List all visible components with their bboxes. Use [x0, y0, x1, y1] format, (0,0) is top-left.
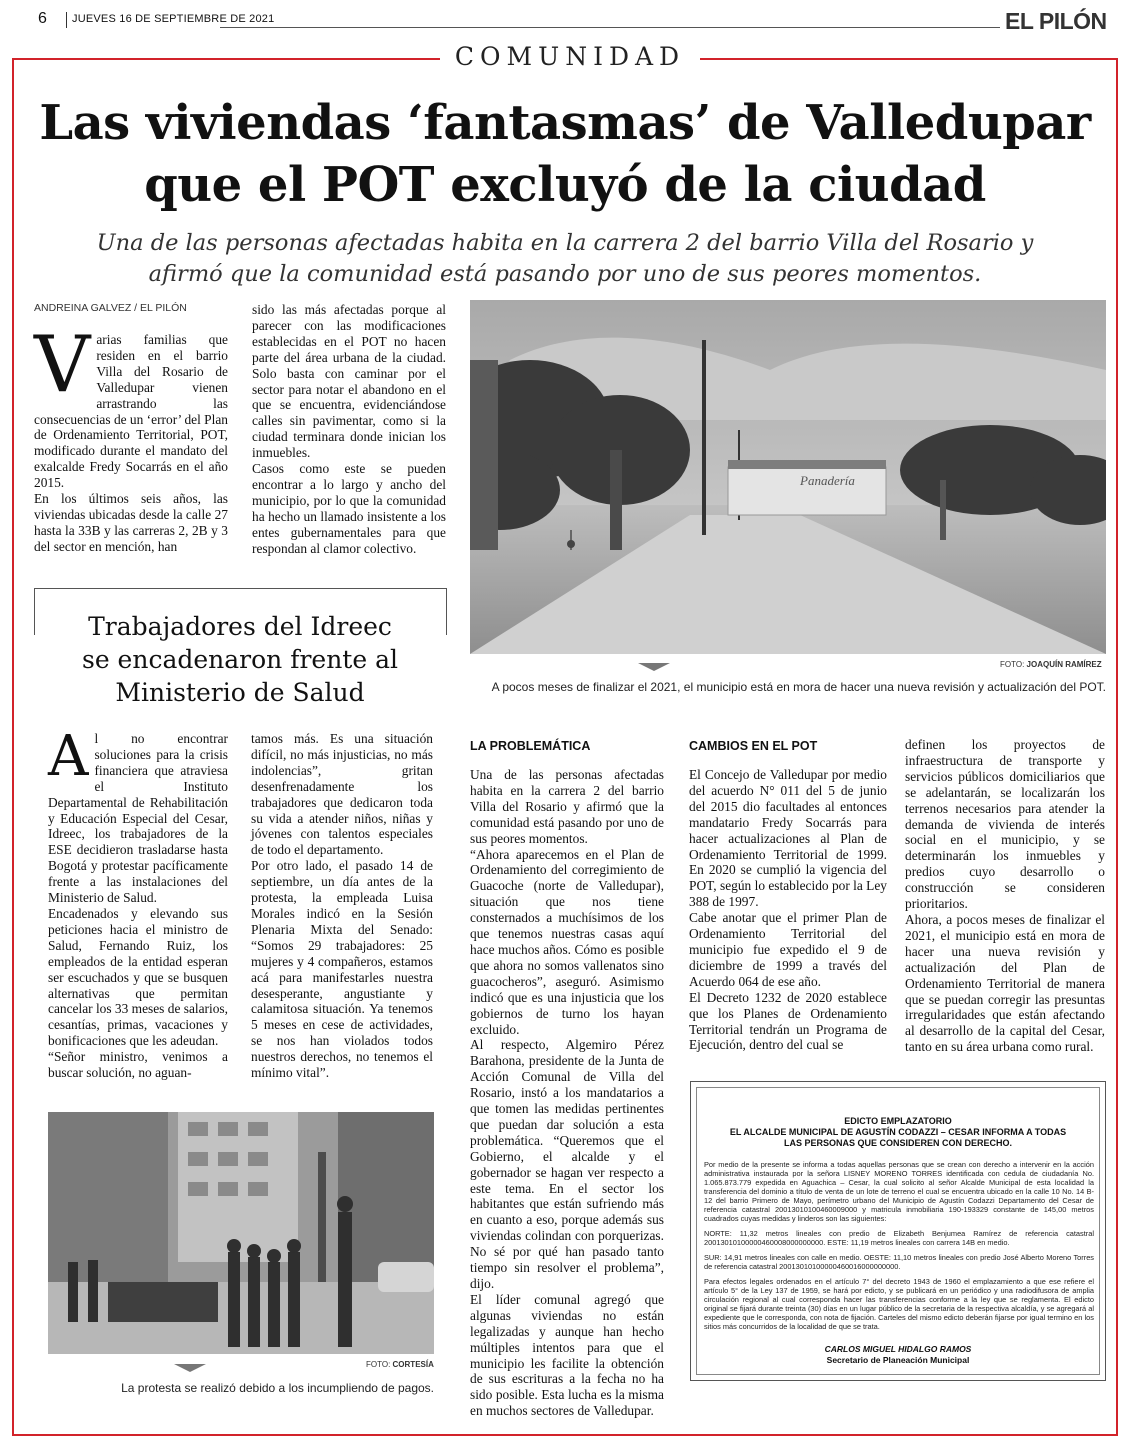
- side-dropcap: A: [48, 724, 89, 789]
- main-col-3: [470, 767, 664, 1419]
- section-label: [440, 42, 700, 71]
- header-rule: [220, 27, 1000, 28]
- main-photo: [470, 300, 1106, 654]
- main-title: [14, 92, 1116, 216]
- edict-heading: [700, 1116, 1096, 1149]
- side-title-line2: se encadenaron frente al: [81, 645, 398, 674]
- main-col3-p4: El líder comunal agregó que algunas viviendas no están legalizadas y aunque han hecho múltiples intentos para que el municipio les facilite la obtención de sus escrituras a la fecha no ha sido posible. Esta lucha es la misma en muchos sectores de Valledupar.: [470, 1291, 664, 1419]
- side-photo-caption: La protesta se realizó debido a los incumpliendo de pagos.: [121, 1381, 434, 1395]
- edict-p1: Por medio de la presente se informa a todas aquellas personas que se crean con derecho a intervenir en la acción administrativa instaurada por la señora LISNEY MORENO TORRES identificada con cedula de ciudadanía No. 1.065.873.779 expedida en Aguachica – Cesar, la cual solicito al señor Alcalde Municipal de esta localidad la transferencia del dominio a título de venta de un lote de terreno el cual se encuentra ubicado en la calle 10 No. 14 B-12 del barrio Primero de Mayo, perímetro urbano del Municipio de Agustín Codazzi Departamento del Cesar de referencia catastral 20013010100460009000 y matricula inmobiliaria 190-193329 constante de 145,00 metros cuadrados cuyas medidas y linderos son las siguientes:: [704, 1160, 1094, 1223]
- main-caption-marker-icon: [638, 663, 670, 671]
- side-title-line3: Ministerio de Salud: [115, 678, 365, 707]
- main-photo-caption: A pocos meses de finalizar el 2021, el municipio está en mora de hacer una nueva revisión y actualización del POT.: [491, 680, 1106, 694]
- main-col2-p1: sido las más afectadas porque al parecer con las modificaciones establecidas en el POT no hacen parte del área urbana de la ciudad. Solo basta con caminar por el sector para notar el abandono en el que se encuentra, evidenciándose calles sin pavimentar, como si la ciudad terminara donde inician los inmuebles.: [252, 302, 446, 461]
- edict-title1: EDICTO EMPLAZATORIO: [844, 1116, 952, 1126]
- main-col4-p1: El Concejo de Valledupar por medio del acuerdo N° 011 del 5 de junio del 2015 dio facultades al entonces mandatario Fredy Socarrás para hacer actualizaciones al Plan de Ordenamiento Territorial de 1999. En 2020 se cumplió la vigencia del POT, según lo establecido por la Ley 388 de 1997.: [689, 767, 887, 910]
- edict-signer: CARLOS MIGUEL HIDALGO RAMOS: [824, 1344, 972, 1354]
- photo-bakery-sign: Panadería: [800, 473, 855, 488]
- main-col3-p3: Al respecto, Algemiro Pérez Barahona, presidente de la Junta de Acción Comunal de Villa del Rosario, instó a los mandatarios a que tomen las medidas pertinentes que puedan dar solución a esta problemática. “Queremos que el Gobierno, el alcalde y el gobernador se hagan ver respecto a este tema. En el sector los habitantes que están sufriendo más en cuanto a eso, porque además sus viviendas colindan con porquerizas. No sé por qué han pasado tanto tiempo sin resolver el problema”, dijo.: [470, 1037, 664, 1291]
- protest-photo-illustration: [48, 1112, 434, 1354]
- side-photo-credit-label: FOTO:: [366, 1360, 391, 1369]
- main-col-5: [905, 737, 1105, 1055]
- side-photo: [48, 1112, 434, 1354]
- main-title-line1: Las viviendas ‘fantasmas’ de Valledupar: [39, 95, 1091, 151]
- page-date: JUEVES 16 DE SEPTIEMBRE DE 2021: [72, 13, 275, 25]
- subheading-cambios: CAMBIOS EN EL POT: [689, 739, 818, 753]
- main-col1-p1: arias familias que residen en el barrio Villa del Rosario de Valledupar vienen arrastrando las consecuencias de un ‘error’ del Plan de Ordenamiento Territorial, POT, modificado durante el mandato del exalcalde Fredy Socarrás en el año 2015.: [34, 332, 228, 491]
- side-title: [34, 610, 446, 709]
- subheading-problematica: LA PROBLEMÁTICA: [470, 739, 591, 753]
- main-col3-p1: Una de las personas afectadas habita en la carrera 2 del barrio Villa del Rosario y afirmó que la comunidad está pasando por uno de sus peores momentos.: [470, 767, 664, 846]
- main-col5-p1: definen los proyectos de infraestructura de transporte y servicios públicos domiciliarios que se adelantarán, se localizarán los terrenos necesarios para atender la demanda de vivienda de interés social en el municipio, y se determinarán los inmuebles y predios cuyo desarrollo o construcción se consideren prioritarios.: [905, 737, 1105, 912]
- edict-p2: NORTE: 11,32 metros lineales con predio de Elizabeth Benjumea Ramírez de referencia catastral 20013010100000460008000000000. ESTE: 11,19 metros lineales con carrera 14B en medio.: [704, 1229, 1094, 1247]
- edict-signature: [700, 1344, 1096, 1366]
- main-col1-p2: En los últimos seis años, las viviendas ubicadas desde la calle 27 hasta la 33B y las carreras 2, 2B y 3 del sector en mención, han: [34, 491, 228, 554]
- masthead-logo: [1005, 8, 1107, 35]
- header-divider-vertical: [66, 12, 67, 28]
- edict-body: [704, 1160, 1094, 1331]
- main-subtitle-line1: Una de las personas afectadas habita en la carrera 2 del barrio Villa del Rosario y: [96, 230, 1034, 256]
- side-col2-p2: Por otro lado, el pasado 14 de septiembre, un día antes de la protesta, la empleada Luisa Morales indicó en la Sesión Plenaria Mixta del Senado: “Somos 29 trabajadores: 25 mujeres y 4 compañeros, estamos acá para manifestarles nuestra desesperante, angustiante y calamitosa situación. Ya tenemos 5 meses en cese de actividades, se nos han violados todos nuestros derechos, no tenemos el mínimo vital”.: [251, 858, 433, 1081]
- section-label-text: COMUNIDAD: [454, 42, 686, 71]
- side-col-1: [48, 724, 228, 1081]
- edict-title3: LAS PERSONAS QUE CONSIDEREN CON DERECHO.: [783, 1138, 1013, 1148]
- main-col-1: [34, 320, 228, 555]
- main-dropcap: V: [34, 320, 91, 410]
- main-col3-p2: “Ahora aparecemos en el Plan de Ordenamiento del corregimiento de Guacoche (norte de Valledupar), situación que nos tiene consternados a muchísimos de los que tenemos nuestras casas aquí hace muchos años. Cómo es posible que ahora no somos vallenatos sino guacocheros”, aseguró. Asimismo indicó que es una injusticia que los gobiernos de turno los hayan excluido.: [470, 846, 664, 1037]
- main-col-4: [689, 767, 887, 1053]
- side-col1-p2: Encadenados y elevando sus peticiones hacia el ministro de Salud, Fernando Ruiz, los empleados de la entidad esperan ser escuchados y que se busquen alternativas que permitan cancelar los 33 meses de salarios, cesantías, primas, vacaciones y bonificaciones que les adeudan.: [48, 905, 228, 1049]
- main-photo-credit: [1000, 660, 1102, 669]
- edict-title2: EL ALCALDE MUNICIPAL DE AGUSTÍN CODAZZI – CESAR INFORMA A TODAS: [729, 1127, 1067, 1137]
- side-photo-credit-name: CORTESÍA: [392, 1360, 434, 1369]
- side-col-2: [251, 731, 433, 1081]
- side-title-line1: Trabajadores del Idreec: [88, 612, 392, 641]
- main-title-line2: que el POT excluyó de la ciudad: [144, 157, 986, 213]
- edict-p3: SUR: 14,91 metros lineales con calle en medio. OESTE: 11,10 metros lineales con predio José Alberto Moreno Torres de referencia catastral 20013010100000460016000000000.: [704, 1253, 1094, 1271]
- main-subtitle-line2: afirmó que la comunidad está pasando por uno de sus peores momentos.: [148, 261, 982, 287]
- main-col5-p2: Ahora, a pocos meses de finalizar el 2021, el municipio está en mora de hacer una nueva revisión y actualización del Plan de Ordenamiento Territorial de manera que se puedan corregir las presuntas irregularidades que están afectando al desarrollo de la capital del Cesar, tanto en su área urbana como rural.: [905, 911, 1105, 1055]
- main-col4-p2: Cabe anotar que el primer Plan de Ordenamiento Territorial del municipio fue expedido el 9 de diciembre de 1999 a través del Acuerdo 064 de ese año.: [689, 910, 887, 989]
- page-number: 6: [38, 10, 47, 27]
- street-photo-illustration: [470, 300, 1106, 654]
- main-photo-credit-name: JOAQUÍN RAMÍREZ: [1026, 660, 1102, 669]
- side-col1-p1: l no encontrar soluciones para la crisis financiera que atraviesa el Instituto Departamental de Rehabilitación y Educación Especial del Cesar, Idreec, los trabajadores de la ESE decidieron trasladarse hasta Bogotá y protestar pacíficamente frente a las instalaciones del Ministerio de Salud.: [48, 731, 228, 906]
- edict-p4: Para efectos legales ordenados en el artículo 7° del decreto 1943 de 1960 el emplazamiento a que ese refiere el artículo 5° de la Ley 137 de 1959, se hará por edicto, y se publicará en un periódico y una radiodifusora de amplia circulación regional al cual corresponda hacer las transferencias conforme a la ley que se reglamenta. El edicto original se fijará durante treinta (30) días en un lugar público de la secretaria de la respectiva alcaldía, y se agregará al expediente que le corresponda, con nota de fijación. Carteles del mismo edicto deberán fijarse por igual termino en los sitios más concurridos de la localidad de que se trata.: [704, 1277, 1094, 1331]
- side-col1-p3: “Señor ministro, venimos a buscar solución, no aguan-: [48, 1049, 228, 1081]
- edict-signer-title: Secretario de Planeación Municipal: [826, 1355, 970, 1365]
- main-subtitle: [14, 228, 1116, 290]
- masthead-text: EL PILÓN: [1005, 8, 1107, 34]
- main-photo-credit-label: FOTO:: [1000, 660, 1025, 669]
- main-col2-p2: Casos como este se pueden encontrar a lo largo y ancho del municipio, por lo que la comunidad ha hecho un llamado insistente a los entes gubernamentales para que respondan al clamor colectivo.: [252, 461, 446, 556]
- main-col4-p3: El Decreto 1232 de 2020 establece que los Planes de Ordenamiento Territorial tendrán un Programa de Ejecución, dentro del cual se: [689, 989, 887, 1053]
- side-col2-p1: tamos más. Es una situación difícil, no más injusticias, no más indolencias”, gritan desenfrenadamente los trabajadores que dedicaron toda su vida a atender niños, niñas y jóvenes con talentos especiales de todo el departamento.: [251, 731, 433, 858]
- side-caption-marker-icon: [174, 1364, 206, 1372]
- side-photo-credit: [366, 1360, 434, 1369]
- main-col-2: [252, 302, 446, 557]
- byline: ANDREINA GALVEZ / EL PILÓN: [34, 302, 187, 314]
